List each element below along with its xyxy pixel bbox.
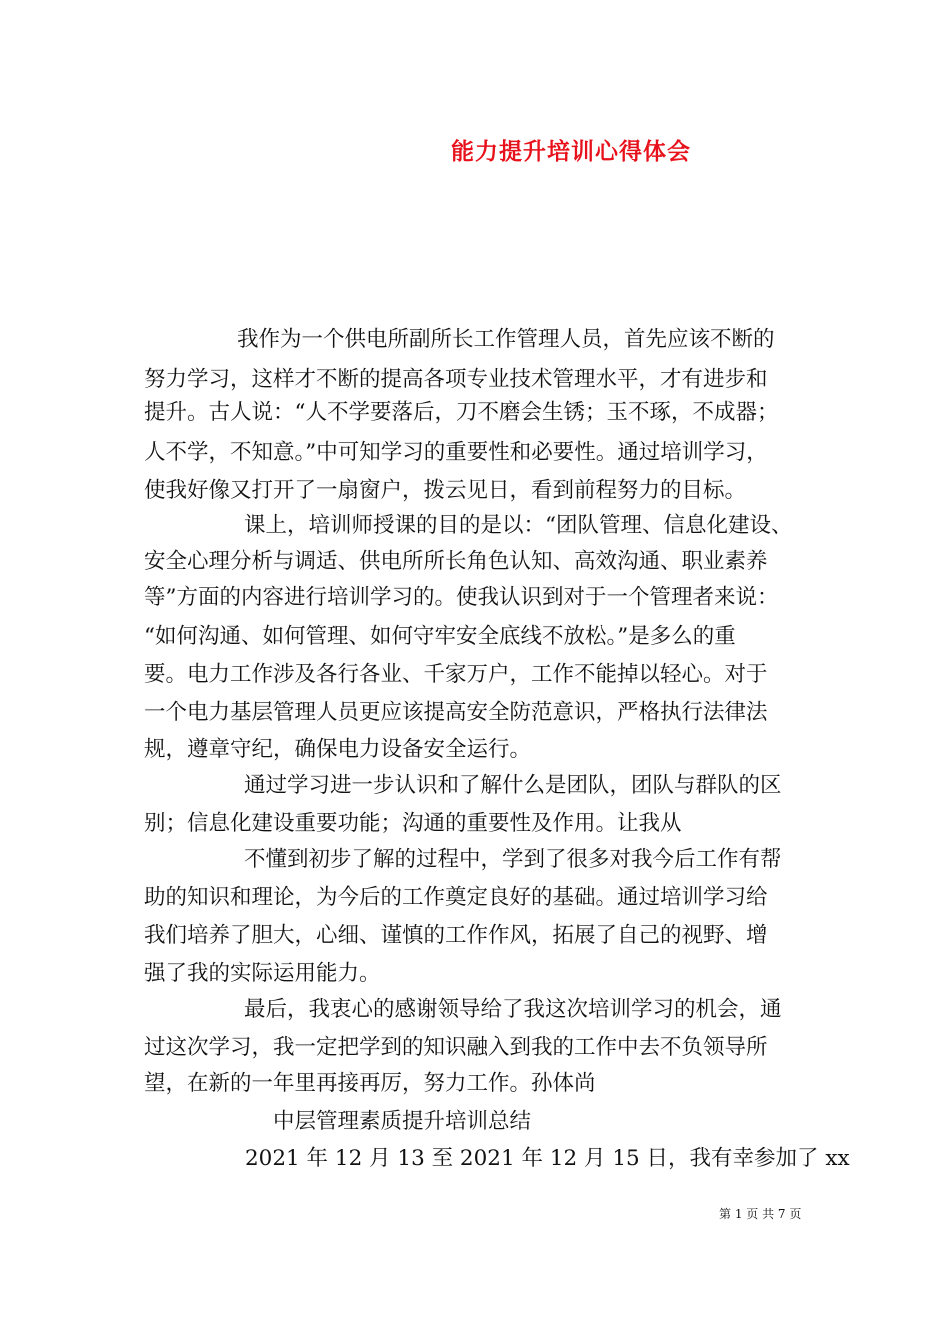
body-line: “如何沟通、如何管理、如何守牢安全底线不放松。”是多么的重 (144, 624, 736, 649)
page-title: 能力提升培训心得体会 (451, 139, 691, 165)
section-heading: 中层管理素质提升培训总结 (273, 1109, 532, 1134)
body-line: 2021 年 12 月 13 至 2021 年 12 月 15 日，我有幸参加了 xx (245, 1146, 850, 1171)
body-line: 要。电力工作涉及各行各业、千家万户，工作不能掉以轻心。对于 (144, 662, 768, 687)
body-line: 过这次学习，我一定把学到的知识融入到我的工作中去不负领导所 (144, 1035, 768, 1060)
body-line: 等”方面的内容进行培训学习的。使我认识到对于一个管理者来说： (144, 585, 779, 610)
page-footer: 第 1 页 共 7 页 (719, 1207, 802, 1221)
body-line: 强了我的实际运用能力。 (144, 961, 381, 986)
body-line: 助的知识和理论，为今后的工作奠定良好的基础。通过培训学习给 (144, 885, 768, 910)
body-line: 最后，我衷心的感谢领导给了我这次培训学习的机会，通 (244, 997, 782, 1022)
body-line: 人不学，不知意。”中可知学习的重要性和必要性。通过培训学习， (144, 440, 768, 465)
body-line: 提升。古人说：“人不学要落后，刀不磨会生锈；玉不琢，不成器； (144, 400, 779, 425)
body-line: 使我好像又打开了一扇窗户，拨云见日，看到前程努力的目标。 (144, 478, 747, 503)
body-line: 规，遵章守纪，确保电力设备安全运行。 (144, 737, 532, 762)
body-line: 不懂到初步了解的过程中，学到了很多对我今后工作有帮 (244, 847, 782, 872)
body-line: 我作为一个供电所副所长工作管理人员，首先应该不断的 (237, 327, 775, 352)
body-line: 一个电力基层管理人员更应该提高安全防范意识，严格执行法律法 (144, 700, 768, 725)
body-line: 望，在新的一年里再接再厉，努力工作。孙体尚 (144, 1071, 596, 1096)
body-line: 通过学习进一步认识和了解什么是团队，团队与群队的区 (244, 773, 782, 798)
body-line: 安全心理分析与调适、供电所所长角色认知、高效沟通、职业素养 (144, 549, 768, 574)
body-line: 别；信息化建设重要功能；沟通的重要性及作用。让我从 (144, 811, 682, 836)
body-line: 课上，培训师授课的目的是以：“团队管理、信息化建设、 (244, 513, 793, 538)
body-line: 努力学习，这样才不断的提高各项专业技术管理水平，才有进步和 (144, 367, 768, 392)
body-line: 我们培养了胆大，心细、谨慎的工作作风，拓展了自己的视野、增 (144, 923, 768, 948)
